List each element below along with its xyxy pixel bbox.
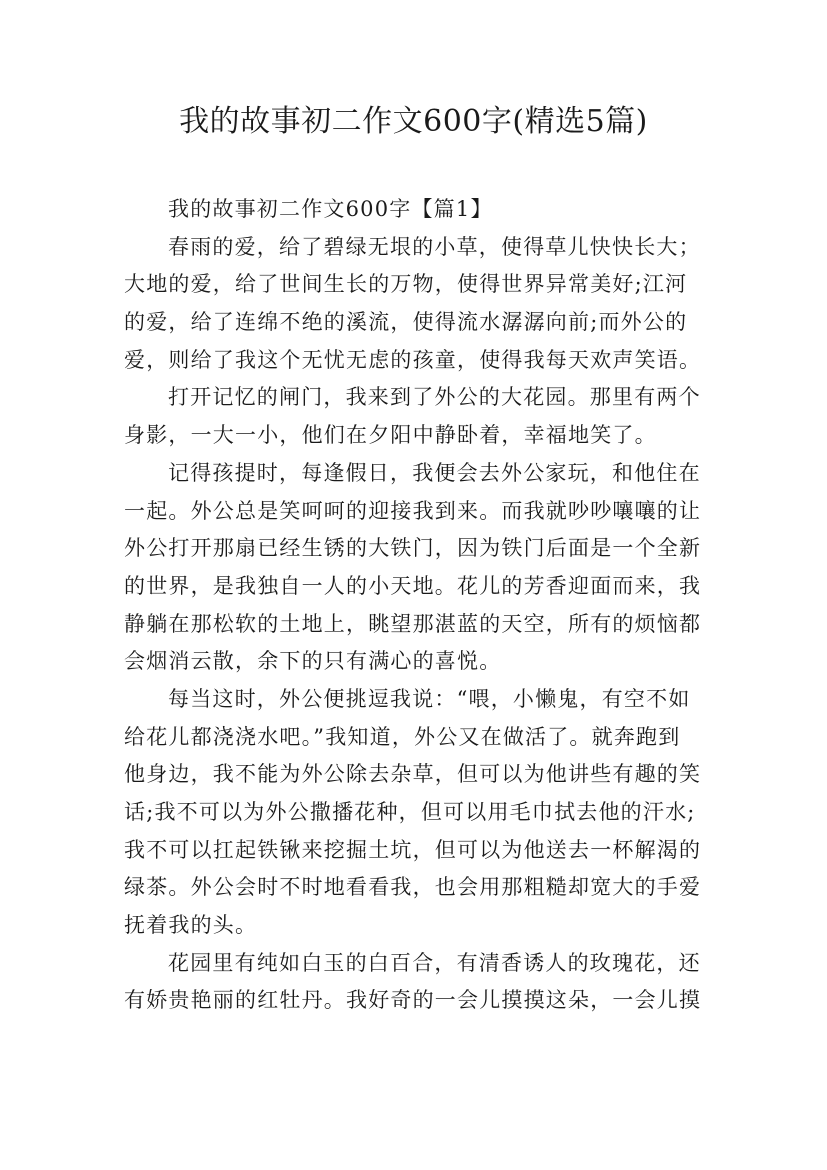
- document-body: [124, 191, 710, 1020]
- text-line: 他身边，我不能为外公除去杂草，但可以为他讲些有趣的笑: [124, 762, 702, 787]
- text-line: 记得孩提时，每逢假日，我便会去外公家玩，和他住在: [168, 460, 701, 485]
- text-line: 话;我不可以为外公撒播花种，但可以用毛巾拭去他的汗水;: [124, 800, 696, 824]
- text-line: 我不可以扛起铁锹来挖掘土坑，但可以为他送去一杯解渴的: [124, 837, 702, 862]
- text-line: 花园里有纯如白玉的白百合，有清香诱人的玫瑰花，还: [168, 950, 701, 975]
- text-line: 静躺在那松软的土地上，眺望那湛蓝的天空，所有的烦恼都: [124, 611, 702, 636]
- text-line: 会烟消云散，余下的只有满心的喜悦。: [124, 649, 502, 674]
- document-title: 我的故事初二作文600字(精选5篇): [179, 104, 648, 139]
- text-line: 一起。外公总是笑呵呵的迎接我到来。而我就吵吵嚷嚷的让: [124, 498, 702, 523]
- text-line: 绿茶。外公会时不时地看看我，也会用那粗糙却宽大的手爱: [124, 875, 702, 900]
- text-line: 的爱，给了连绵不绝的溪流，使得流水潺潺向前;而外公的: [124, 310, 688, 335]
- text-line: 每当这时，外公便挑逗我说：“喂，小懒鬼，有空不如: [168, 686, 691, 711]
- text-line: 抚着我的头。: [124, 913, 258, 938]
- text-line: 大地的爱，给了世间生长的万物，使得世界异常美好;江河: [124, 272, 688, 297]
- text-line: 外公打开那扇已经生锈的大铁门，因为铁门后面是一个全新: [124, 536, 702, 561]
- text-line: 春雨的爱，给了碧绿无垠的小草，使得草儿快快长大；: [168, 234, 701, 259]
- text-line: 身影，一大一小，他们在夕阳中静卧着，幸福地笑了。: [124, 423, 657, 448]
- section-heading: 我的故事初二作文600字【篇1】: [168, 197, 493, 221]
- text-line: 爱，则给了我这个无忧无虑的孩童，使得我每天欢声笑语。: [124, 347, 702, 372]
- text-line: 打开记忆的闸门，我来到了外公的大花园。那里有两个: [168, 385, 701, 410]
- text-line: 有娇贵艳丽的红牡丹。我好奇的一会儿摸摸这朵，一会儿摸: [124, 988, 702, 1013]
- text-line: 给花儿都浇浇水吧。”我知道，外公又在做活了。就奔跑到: [124, 724, 681, 749]
- text-line: 的世界，是我独自一人的小天地。花儿的芳香迎面而来，我: [124, 573, 702, 598]
